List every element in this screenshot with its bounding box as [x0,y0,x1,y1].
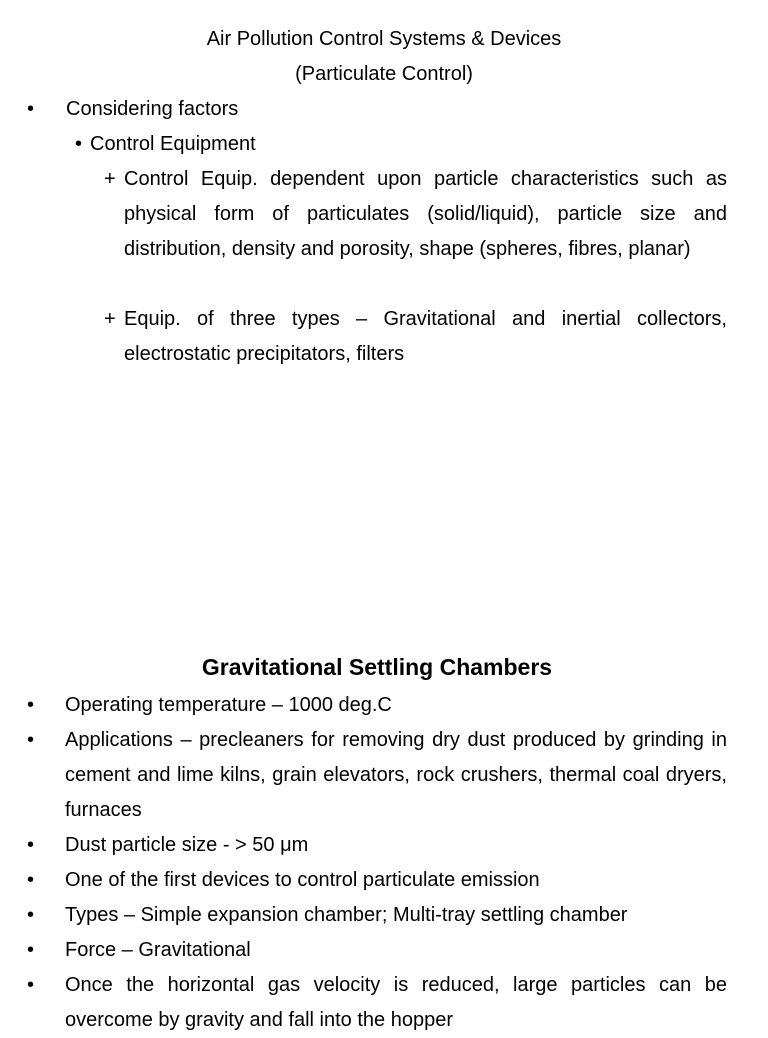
list-item: Force – Gravitational [65,939,251,961]
bullet-marker: • [27,694,35,716]
bullet-marker: • [27,729,35,751]
list-item: Once the horizontal gas velocity is reduced, large particles can be overcome by gravity and fall into the hopper [65,974,727,1031]
list-item: Types – Simple expansion chamber; Multi-tray settling chamber [65,904,628,926]
plus-item-equipment-types: Equip. of three types – Gravitational and inertial collectors, electrostatic precipitators, filters [124,308,727,365]
sub-bullet-control-equipment: Control Equipment [90,133,256,155]
bullet-marker: • [27,869,35,891]
plus-marker: + [104,168,116,190]
sub-bullet-marker: • [75,133,83,155]
list-item: Dust particle size - > 50 μm [65,834,309,856]
bullet-considering-factors: Considering factors [66,98,239,120]
section-title: Air Pollution Control Systems & Devices [206,28,562,50]
plus-item-characteristics: Control Equip. dependent upon particle characteristics such as physical form of particulates (solid/liquid), particle size and distribution, density and porosity, shape (spheres, fibres, planar) [124,168,727,260]
section-subtitle: (Particulate Control) [295,63,473,85]
plus-marker: + [104,308,116,330]
list-item: Operating temperature – 1000 deg.C [65,694,392,716]
bullet-marker: • [27,939,35,961]
list-item: One of the first devices to control particulate emission [65,869,540,891]
bullet-marker: • [27,904,35,926]
list-item: Applications – precleaners for removing dry dust produced by grinding in cement and lime kilns, grain elevators, rock crushers, thermal coal dryers, furnaces [65,729,727,821]
bullet-marker: • [27,834,35,856]
bullet-marker: • [27,974,35,996]
section-heading-settling-chambers: Gravitational Settling Chambers [201,654,553,680]
bullet-marker: • [27,98,35,120]
